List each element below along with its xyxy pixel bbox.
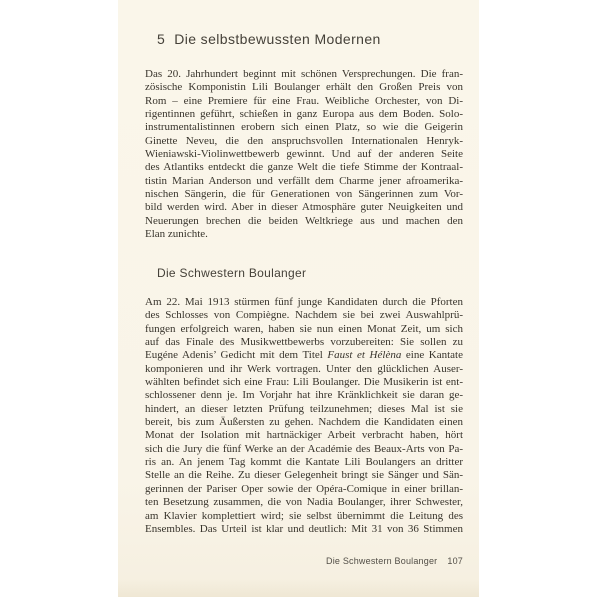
text-line: tistin Marian Anderson und verfällt dem Charme jener afroamerika- <box>145 174 463 187</box>
text-line: des Atlantiks entdeckt die ganze Welt die tiefe Stimme der Kontraal- <box>145 161 463 174</box>
text-line: schlossener denn je. Im Vorjahr hat ihre Kränklichkeit sie daran ge- <box>145 389 463 402</box>
section-heading: Die Schwestern Boulanger <box>157 266 307 280</box>
text-line: Stelle an die Reihe. Zu dieser Gelegenheit bringt sie Sänger und Sän- <box>145 469 463 482</box>
book-page <box>118 0 479 597</box>
text-line: Ginette Neveu, die den anspruchsvollen Internationalen Henryk- <box>145 134 463 147</box>
page-footer <box>145 556 463 566</box>
text-line: gerinnen der Pariser Oper sowie der Opéra-Comique in einer brillan- <box>145 482 463 495</box>
text-line: fungen erfolgreich waren, haben sie nun einen Monat Zeit, um sich <box>145 322 463 335</box>
text-line: Monat der Isolation mit hartnäckiger Arbeit verbracht haben, hört <box>145 429 463 442</box>
text-line: Neuerungen brechen die beiden Weltkriege aus und machen den <box>145 214 463 227</box>
text-line: komponieren und ihr Werk vortragen. Unter den glücklichen Auser- <box>145 362 463 375</box>
chapter-title: Die selbstbewussten Modernen <box>174 31 381 47</box>
text-line: Ensembles. Das Urteil ist klar und deutlich: Mit 31 von 36 Stimmen <box>145 522 463 535</box>
running-title: Die Schwestern Boulanger <box>326 556 438 566</box>
text-line: bereit, bis zum Äußersten zu gehen. Nachdem die Kandidaten einen <box>145 416 463 429</box>
chapter-heading <box>157 31 381 47</box>
text-line: Eugéne Adenis’ Gedicht mit dem Titel Faust et Hélèna eine Kantate <box>145 349 463 362</box>
page-number: 107 <box>447 556 463 566</box>
text-line: Elan zunichte. <box>145 228 208 241</box>
text-line: hindert, an dieser letzten Prüfung teilzunehmen; dieses Mal ist sie <box>145 402 463 415</box>
text-line: Rom – eine Premiere für eine Frau. Weibliche Orchester, von Di- <box>145 94 463 107</box>
text-line: rigentinnen geführt, schießen in ganz Europa aus dem Boden. Solo- <box>145 108 463 121</box>
text-line: Wieniawski-Violinwettbewerb gewinnt. Und auf der anderen Seite <box>145 148 463 161</box>
text-line: sich die Jury die fünf Werke an der Académie des Beaux-Arts von Pa- <box>145 442 463 455</box>
text-line: ris an. An jenem Tag kommt die Kantate Lili Boulangers an dritter <box>145 456 463 469</box>
text-line: bild werden wird. Aber in dieser Atmosphäre guter Neuigkeiten und <box>145 201 463 214</box>
text-line: instrumentalistinnen erobern sich einen Platz, so wie die Geigerin <box>145 121 463 134</box>
text-line: Am 22. Mai 1913 stürmen fünf junge Kandidaten durch die Pforten <box>145 296 463 308</box>
text-line: des Schlosses von Compiègne. Nachdem sie bei zwei Auswahlprü- <box>145 309 463 322</box>
text-line: am Klavier komplettiert wird; sie selbst übernimmt die Leitung des <box>145 509 463 522</box>
text-line: ten Besetzung zusammen, die von Nadia Boulanger, ihrer Schwester, <box>145 496 463 509</box>
chapter-number: 5 <box>157 31 166 47</box>
paragraph-boulanger-sisters <box>145 296 463 536</box>
text-line: wählten befindet sich eine Frau: Lili Boulanger. Die Musikerin ist ent- <box>145 376 463 389</box>
text-line: Das 20. Jahrhundert beginnt mit schönen Versprechungen. Die fran- <box>145 68 463 80</box>
text-line: auf das Finale des Musikwettbewerbs vorzubereiten: Sie sollen zu <box>145 336 463 349</box>
paragraph-intro <box>145 68 463 241</box>
text-line: nischen Sängerin, die für Generationen von Sängerinnen zum Vor- <box>145 188 463 201</box>
text-line: zösische Komponistin Lili Boulanger erhält den Großen Preis von <box>145 81 463 94</box>
